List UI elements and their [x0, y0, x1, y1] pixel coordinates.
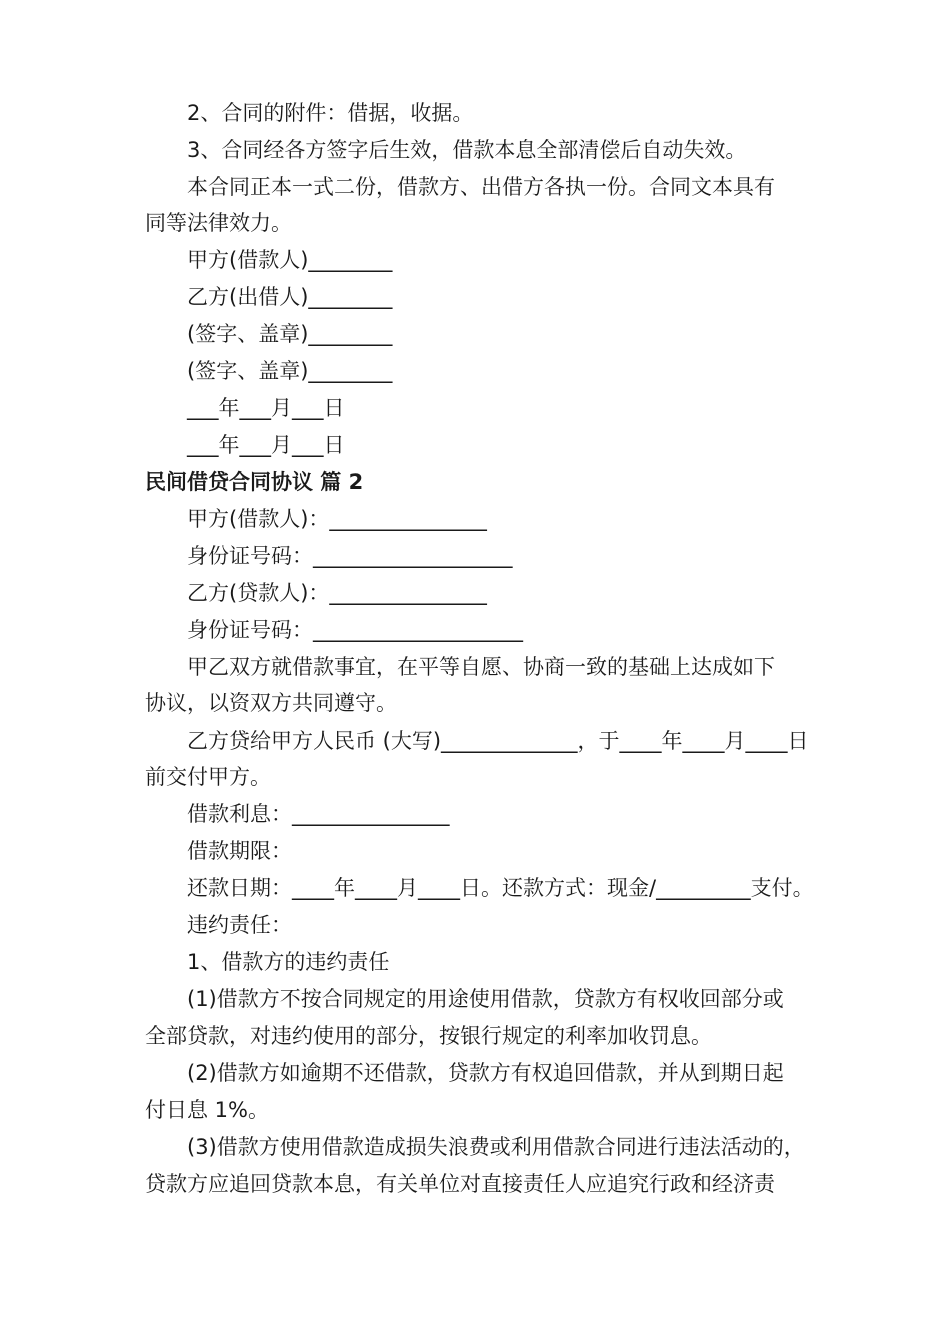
date-line: ___年___月___日: [187, 396, 345, 420]
paragraph-line: 贷款方应追回贷款本息，有关单位对直接责任人应追究行政和经济责: [145, 1172, 775, 1196]
paragraph-line: (3)借款方使用借款造成损失浪费或利用借款合同进行违法活动的，: [187, 1135, 805, 1159]
paragraph-line: 2、合同的附件：借据，收据。: [187, 101, 474, 125]
paragraph-line: 全部贷款，对违约使用的部分，按银行规定的利率加收罚息。: [145, 1024, 712, 1048]
form-field-line: 乙方(贷款人)：_______________: [187, 581, 487, 605]
paragraph-line: 甲乙双方就借款事宜，在平等自愿、协商一致的基础上达成如下: [187, 655, 775, 679]
paragraph-line: (1)借款方不按合同规定的用途使用借款，贷款方有权收回部分或: [187, 987, 784, 1011]
signature-line: 乙方(出借人)________: [187, 285, 393, 309]
form-field-line: 身份证号码：___________________: [187, 544, 513, 568]
paragraph-line: 违约责任：: [187, 913, 292, 937]
paragraph-line: 同等法律效力。: [145, 211, 292, 235]
paragraph-line: 付日息 1%。: [145, 1098, 269, 1122]
paragraph-line: 乙方贷给甲方人民币 (大写)_____________，于____年____月____日: [187, 729, 809, 753]
section-heading: 民间借贷合同协议 篇 2: [145, 470, 364, 494]
paragraph-line: 协议，以资双方共同遵守。: [145, 691, 397, 715]
form-field-line: 借款利息：_______________: [187, 802, 450, 826]
paragraph-line: 1、借款方的违约责任: [187, 950, 390, 974]
signature-line: 甲方(借款人)________: [187, 248, 393, 272]
form-field-line: 身份证号码：____________________: [187, 618, 523, 642]
paragraph-line: 前交付甲方。: [145, 765, 271, 789]
paragraph-line: 3、合同经各方签字后生效，借款本息全部清偿后自动失效。: [187, 138, 747, 162]
form-field-line: 甲方(借款人)：_______________: [187, 507, 487, 531]
signature-line: (签字、盖章)________: [187, 322, 393, 346]
form-field-line: 借款期限：: [187, 839, 292, 863]
paragraph-line: 本合同正本一式二份，借款方、出借方各执一份。合同文本具有: [187, 175, 775, 199]
paragraph-line: (2)借款方如逾期不还借款，贷款方有权追回借款，并从到期日起: [187, 1061, 784, 1085]
date-line: ___年___月___日: [187, 433, 345, 457]
signature-line: (签字、盖章)________: [187, 359, 393, 383]
form-field-line: 还款日期：____年____月____日。还款方式：现金/_________支付。: [187, 876, 814, 900]
